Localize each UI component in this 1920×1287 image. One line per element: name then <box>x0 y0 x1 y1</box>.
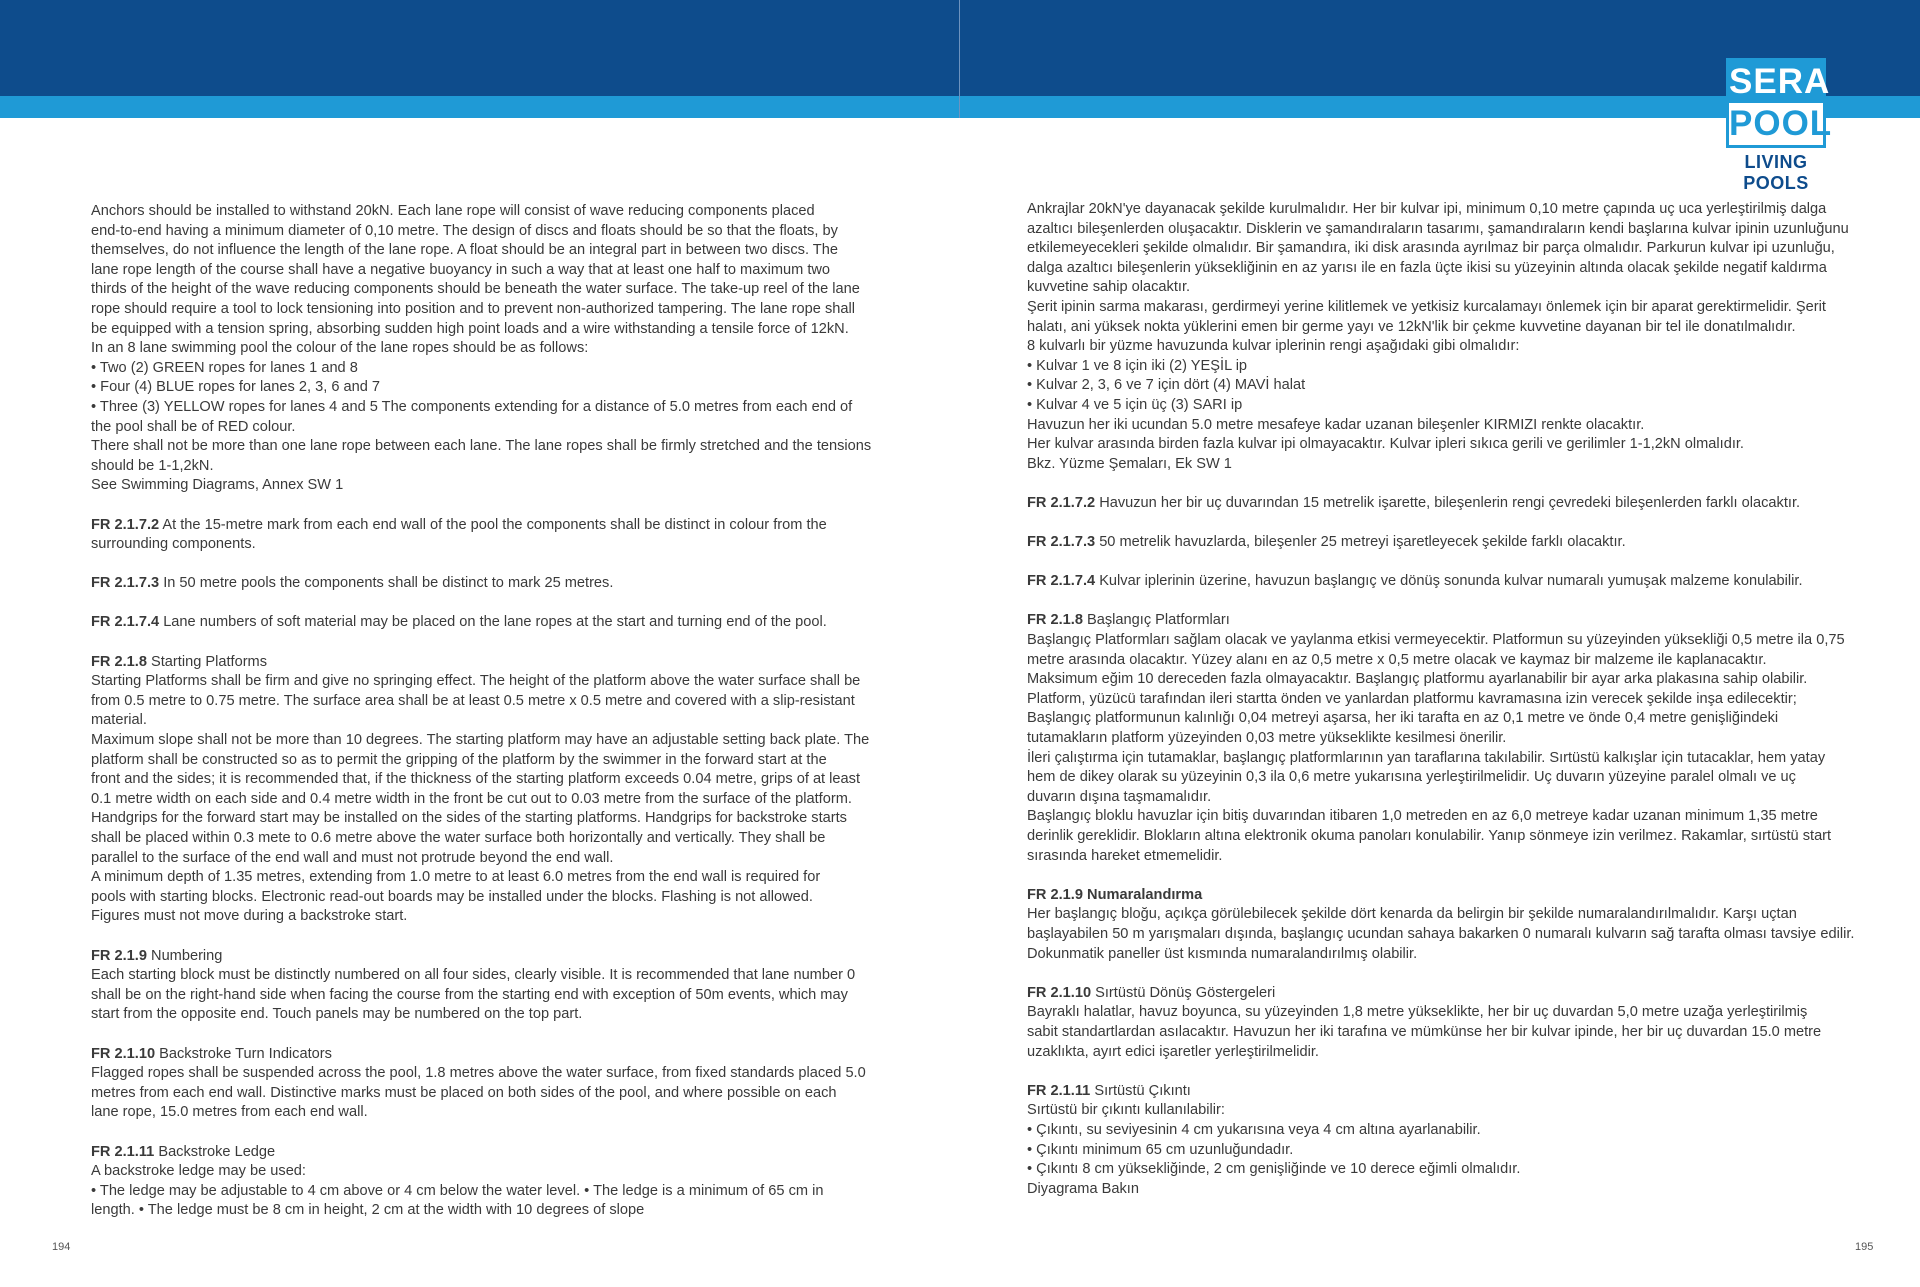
text-line: A minimum depth of 1.35 metres, extending from 1.0 metre to at least 6.0 metres from the end wall is required for <box>91 869 821 886</box>
section-code: FR 2.1.7.3 <box>91 575 160 592</box>
section-title: Numbering <box>146 947 223 964</box>
section-fr2172 <box>91 516 926 555</box>
section-code: FR 2.1.7.3 <box>1027 534 1096 551</box>
page-spine <box>959 0 960 118</box>
section-code: FR 2.1.7.4 <box>1027 573 1096 590</box>
section-code: FR 2.1.9 <box>1027 886 1083 903</box>
section-code: FR 2.1.7.2 <box>91 516 160 533</box>
text-line: start from the opposite end. Touch panels may be numbered on the top part. <box>91 1006 583 1023</box>
text-line: shall be placed within 0.3 mete to 0.6 metre above the water surface both horizontally and vertically. They shall be <box>91 830 826 846</box>
text-line: In 50 metre pools the components shall be distinct to mark 25 metres. <box>159 575 614 592</box>
text-line: end-to-end having a minimum diameter of 0,10 metre. The design of discs and floats should be so that the floats, by <box>91 222 838 239</box>
text-line: surrounding components. <box>91 536 256 553</box>
section-code: FR 2.1.11 <box>91 1143 155 1160</box>
section-title: Backstroke Ledge <box>154 1143 276 1160</box>
text-line: Maximum slope shall not be more than 10 degrees. The starting platform may have an adjustable setting back plate. The <box>91 732 870 749</box>
text-line: Başlangıç bloklu havuzlar için bitiş duvarından itibaren 1,0 metreden en az 6,0 metreye kadar uzanan minimum 1,35 metre <box>1027 808 1818 825</box>
section-fr2110 <box>1027 984 1882 1062</box>
section-fr218 <box>1027 611 1882 866</box>
text-line: See Swimming Diagrams, Annex SW 1 <box>91 477 344 494</box>
section-fr2111 <box>1027 1082 1882 1200</box>
text-line: Platform, yüzücü tarafından ileri startta önden ve yanlardan platformu kavramasına izin verecek şekilde inşa edilecektir; <box>1027 690 1797 707</box>
text-line: kuvvetine sahip olacaktır. <box>1027 279 1191 296</box>
text-line: başlayabilen 50 m yarışmaları dışında, başlangıç ucundan sahaya bakarken 0 numaralı kulvarın sağ tarafta olması tavsiye edilir. <box>1027 925 1855 942</box>
section-fr2172 <box>1027 494 1882 514</box>
section-code: FR 2.1.10 <box>1027 984 1092 1001</box>
text-line: derinlik gereklidir. Blokların altına elektronik okuma panoları konulabilir. Yanıp sönmeye izin verilmez. Rakamlar, sırtüstü start <box>1027 828 1832 844</box>
text-line: A backstroke ledge may be used: <box>91 1163 306 1180</box>
section-fr2174 <box>91 613 926 633</box>
section-title: Sırtüstü Dönüş Göstergeleri <box>1091 984 1276 1001</box>
section-fr218 <box>91 653 926 927</box>
text-line: rope should require a tool to lock tensioning into position and to prevent non-authorized tampering. The lane rope shall <box>91 300 855 317</box>
section-code: FR 2.1.8 <box>1027 612 1083 629</box>
list-item: • Kulvar 1 ve 8 için iki (2) YEŞİL ip <box>1027 357 1248 374</box>
list-item: • Çıkıntı 8 cm yüksekliğinde, 2 cm genişliğinde ve 10 derece eğimli olmalıdır. <box>1027 1161 1521 1178</box>
text-line: metres from each end wall. Distinctive marks must be placed on both sides of the pool, and where possible on each <box>91 1084 837 1101</box>
logo-box <box>1726 58 1833 148</box>
text-line: Sırtüstü bir çıkıntı kullanılabilir: <box>1027 1102 1225 1119</box>
section-code: FR 2.1.9 <box>91 947 147 964</box>
section-title: Numaralandırma <box>1082 886 1203 903</box>
text-line: Diyagrama Bakın <box>1027 1180 1139 1197</box>
text-line: halatı, ani yüksek nokta yüklerini emen bir germe yayı ve 12kN'lik bir çekme kuvvetine dayanan bir tel ile donatılmalıdır. <box>1027 318 1796 335</box>
text-line: uzaklıkta, ayırt edici işaretler yerleştirilmelidir. <box>1027 1043 1319 1060</box>
sera-pool-logo <box>1726 58 1833 194</box>
text-line: Starting Platforms shall be firm and give no springing effect. The height of the platform above the water surface shall be <box>91 673 861 690</box>
logo-sera: SERA <box>1729 62 1831 101</box>
text-line: Maksimum eğim 10 dereceden fazla olmayacaktır. Başlangıç platformu ayarlanabilir bir ayar arka plakasına sahip olabilir. <box>1027 671 1808 688</box>
text-line: platform shall be constructed so as to permit the gripping of the platform by the swimmer in the forward start at the <box>91 751 827 768</box>
text-line: from 0.5 metre to 0.75 metre. The surface area shall be at least 0.5 metre x 0.5 metre and covered with a slip-resistant <box>91 692 855 709</box>
section-fr2111 <box>91 1143 926 1221</box>
text-line: lane rope, 15.0 metres from each end wall. <box>91 1104 368 1121</box>
text-line: duvarın dışına taşmamalıdır. <box>1027 788 1212 805</box>
right-intro <box>1027 200 1882 474</box>
text-line: Kulvar iplerinin üzerine, havuzun başlangıç ve dönüş sonunda kulvar numaralı yumuşak malzeme konulabilir. <box>1095 573 1803 590</box>
section-fr219 <box>91 947 926 1025</box>
text-line: themselves, do not influence the length of the lane rope. A float should be an integral part in between two discs. The <box>91 242 838 259</box>
text-line: Bkz. Yüzme Şemaları, Ek SW 1 <box>1027 455 1232 472</box>
text-line: In an 8 lane swimming pool the colour of the lane ropes should be as follows: <box>91 340 589 357</box>
text-line: dalga azaltıcı bileşenlerin yüksekliğinin en az yarısı ile en fazla üçte ikisi su yüzeyinin altında olacak şekilde negatif kaldırma <box>1027 259 1827 276</box>
logo-tagline: LIVING POOLS <box>1743 152 1809 193</box>
section-title: Başlangıç Platformları <box>1082 612 1230 629</box>
section-title: Starting Platforms <box>146 653 268 670</box>
text-line: İleri çalıştırma için tutamaklar, başlangıç platformlarının yan taraflarına takılabilir. Sırtüstü kalkışlar için tutacaklar, hem yatay <box>1027 749 1826 766</box>
page-number-left: 194 <box>52 1241 71 1253</box>
text-line: Handgrips for the forward start may be installed on the sides of the starting platforms. Handgrips for backstroke starts <box>91 810 847 827</box>
right-column <box>1027 200 1882 1199</box>
text-line: Havuzun her bir uç duvarından 15 metrelik işarette, bileşenlerin rengi çevredeki bileşenlerden farklı olacaktır. <box>1095 494 1801 511</box>
text-line: material. <box>91 712 147 729</box>
text-line: pools with starting blocks. Electronic read-out boards may be installed under the blocks. Flashing is not allowed. <box>91 888 813 905</box>
logo-pool: POOL <box>1729 104 1833 143</box>
text-line: Dokunmatik paneller üst kısmında numaralandırılmış olabilir. <box>1027 945 1418 962</box>
list-item: • Çıkıntı, su seviyesinin 4 cm yukarısına veya 4 cm altına ayarlanabilir. <box>1027 1121 1481 1138</box>
list-item: • Kulvar 4 ve 5 için üç (3) SARI ip <box>1027 396 1243 413</box>
text-line: 0.1 metre width on each side and 0.4 metre width in the front be cut out to 0.03 metre from the surface of the platform. <box>91 790 852 807</box>
text-line: Her kulvar arasında birden fazla kulvar ipi olmayacaktır. Kulvar ipleri sıkıca gerili ve gerilimler 1-1,2kN olmalıdır. <box>1027 436 1744 453</box>
list-item: • Kulvar 2, 3, 6 ve 7 için dört (4) MAVİ halat <box>1027 377 1306 394</box>
text-line: metre arasında olacaktır. Yüzey alanı en az 0,5 metre x 0,5 metre olacak ve kaymaz bir malzeme ile kaplanacaktır. <box>1027 651 1767 668</box>
text-line: Her başlangıç bloğu, açıkça görülebilecek şekilde dört kenarda da belirgin bir şekilde numaralandırılmalıdır. Karşı uçtan <box>1027 906 1797 923</box>
left-column <box>91 202 926 1221</box>
text-line: Flagged ropes shall be suspended across the pool, 1.8 metres above the water surface, from fixed standards placed 5.0 <box>91 1065 866 1082</box>
text-line: parallel to the surface of the end wall and must not protrude beyond the end wall. <box>91 849 614 866</box>
text-line: sırasında hareket etmemelidir. <box>1027 847 1223 864</box>
text-line: Şerit ipinin sarma makarası, gerdirmeyi yerine kilitlemek ve yetkisiz kurcalamayı önlemek için bir aparat gerektirmelidir. Şerit <box>1027 298 1826 315</box>
text-line: Ankrajlar 20kN'ye dayanacak şekilde kurulmalıdır. Her bir kulvar ipi, minimum 0,10 metre çapında uç uca yerleştirilmiş dalga <box>1027 201 1827 217</box>
text-line: lane rope length of the course shall have a negative buoyancy in such a way that at least one half to maximum two <box>91 261 831 278</box>
text-line: At the 15-metre mark from each end wall of the pool the components shall be distinct in colour from the <box>159 516 827 533</box>
text-line: Figures must not move during a backstroke start. <box>91 908 408 925</box>
text-line: azaltıcı bileşenlerden oluşacaktır. Disklerin ve şamandıraların tasarımı, şamandıraların kendi başlarına kulvar ipinin uzunluğunu <box>1027 220 1849 237</box>
text-line: thirds of the height of the wave reducing components should be beneath the water surface. The take-up reel of the lane <box>91 281 860 298</box>
section-fr2173 <box>1027 533 1882 553</box>
text-line: 50 metrelik havuzlarda, bileşenler 25 metreyi işaretleyecek şekilde farklı olacaktır. <box>1095 534 1626 551</box>
section-title: Sırtüstü Çıkıntı <box>1090 1082 1191 1099</box>
text-line: etkilemeyecekleri şekilde olmalıdır. Bir şamandıra, iki disk arasında ayrılmaz bir parça olmalıdır. Parkurun kulvar ipi uzunluğu, <box>1027 240 1835 257</box>
list-item: • Çıkıntı minimum 65 cm uzunluğundadır. <box>1027 1141 1294 1158</box>
section-code: FR 2.1.7.2 <box>1027 494 1096 511</box>
text-line: hem de dikey olarak su yüzeyinin 0,3 ila 0,6 metre yukarısına yerleştirilmelidir. Uç duvarın yüzeyine paralel olmalı ve uç <box>1027 769 1796 786</box>
text-line: Bayraklı halatlar, havuz boyunca, su yüzeyinden 1,8 metre yükseklikte, her bir uç duvardan 5,0 metre uzağa yerleştirilmiş <box>1027 1004 1808 1021</box>
text-line: There shall not be more than one lane rope between each lane. The lane ropes shall be firmly stretched and the tensions <box>91 438 872 455</box>
page-number-right: 195 <box>1855 1241 1874 1253</box>
section-code: FR 2.1.8 <box>91 653 147 670</box>
section-code: FR 2.1.11 <box>1027 1082 1091 1099</box>
text-line: sabit standartlardan asılacaktır. Havuzun her iki tarafına ve mümkünse her bir kulvar ipinde, her bir uç duvardan 15.0 metre <box>1027 1023 1822 1040</box>
list-item: • Four (4) BLUE ropes for lanes 2, 3, 6 and 7 <box>91 379 381 396</box>
text-line: be equipped with a tension spring, absorbing sudden high point loads and a wire withstanding a tensile force of 12kN. <box>91 320 849 337</box>
list-item: • Three (3) YELLOW ropes for lanes 4 and 5 The components extending for a distance of 5.0 metres from each end of <box>91 398 853 415</box>
text-line: length. • The ledge must be 8 cm in height, 2 cm at the width with 10 degrees of slope <box>91 1202 645 1219</box>
text-line: Lane numbers of soft material may be placed on the lane ropes at the start and turning end of the pool. <box>159 614 827 631</box>
left-intro <box>91 202 926 496</box>
text-line: 8 kulvarlı bir yüzme havuzunda kulvar iplerinin rengi aşağıdaki gibi olmalıdır: <box>1027 338 1520 355</box>
list-item: • Two (2) GREEN ropes for lanes 1 and 8 <box>91 359 358 376</box>
section-title: Backstroke Turn Indicators <box>155 1045 332 1062</box>
text-line: shall be on the right-hand side when facing the course from the starting end with exception of 50m events, which may <box>91 986 848 1003</box>
section-fr2173 <box>91 574 926 594</box>
text-line: Havuzun her iki ucundan 5.0 metre mesafeye kadar uzanan bileşenler KIRMIZI renkte olacaktır. <box>1027 416 1645 433</box>
text-line: tutamakların platform yüzeyinden 0,03 metre yükseklikte kesilmesi önerilir. <box>1027 730 1507 747</box>
section-fr2174 <box>1027 572 1882 592</box>
text-line: • The ledge may be adjustable to 4 cm above or 4 cm below the water level. • The ledge is a minimum of 65 cm in <box>91 1182 824 1199</box>
section-code: FR 2.1.10 <box>91 1045 156 1062</box>
text-line: Each starting block must be distinctly numbered on all four sides, clearly visible. It is recommended that lane number 0 <box>91 967 856 984</box>
text-line: front and the sides; it is recommended that, if the thickness of the starting platform exceeds 0.04 metre, grips of at least <box>91 771 860 788</box>
text-line: Başlangıç Platformları sağlam olacak ve yaylanma etkisi vermeyecektir. Platformun su yüzeyinden yüksekliği 0,5 metre ila 0,75 <box>1027 632 1845 649</box>
header-band <box>0 0 1920 96</box>
text-line: Başlangıç platformunun kalınlığı 0,04 metreyi aşarsa, her iki tarafta en az 0,1 metre ve önde 0,4 metre genişliğindeki <box>1027 710 1779 727</box>
section-code: FR 2.1.7.4 <box>91 614 160 631</box>
text-line: the pool shall be of RED colour. <box>91 418 296 435</box>
header-stripe <box>0 96 1920 118</box>
text-line: should be 1-1,2kN. <box>91 457 214 474</box>
section-fr219 <box>1027 886 1882 964</box>
text-line: Anchors should be installed to withstand 20kN. Each lane rope will consist of wave reducing components placed <box>91 203 815 219</box>
section-fr2110 <box>91 1045 926 1123</box>
